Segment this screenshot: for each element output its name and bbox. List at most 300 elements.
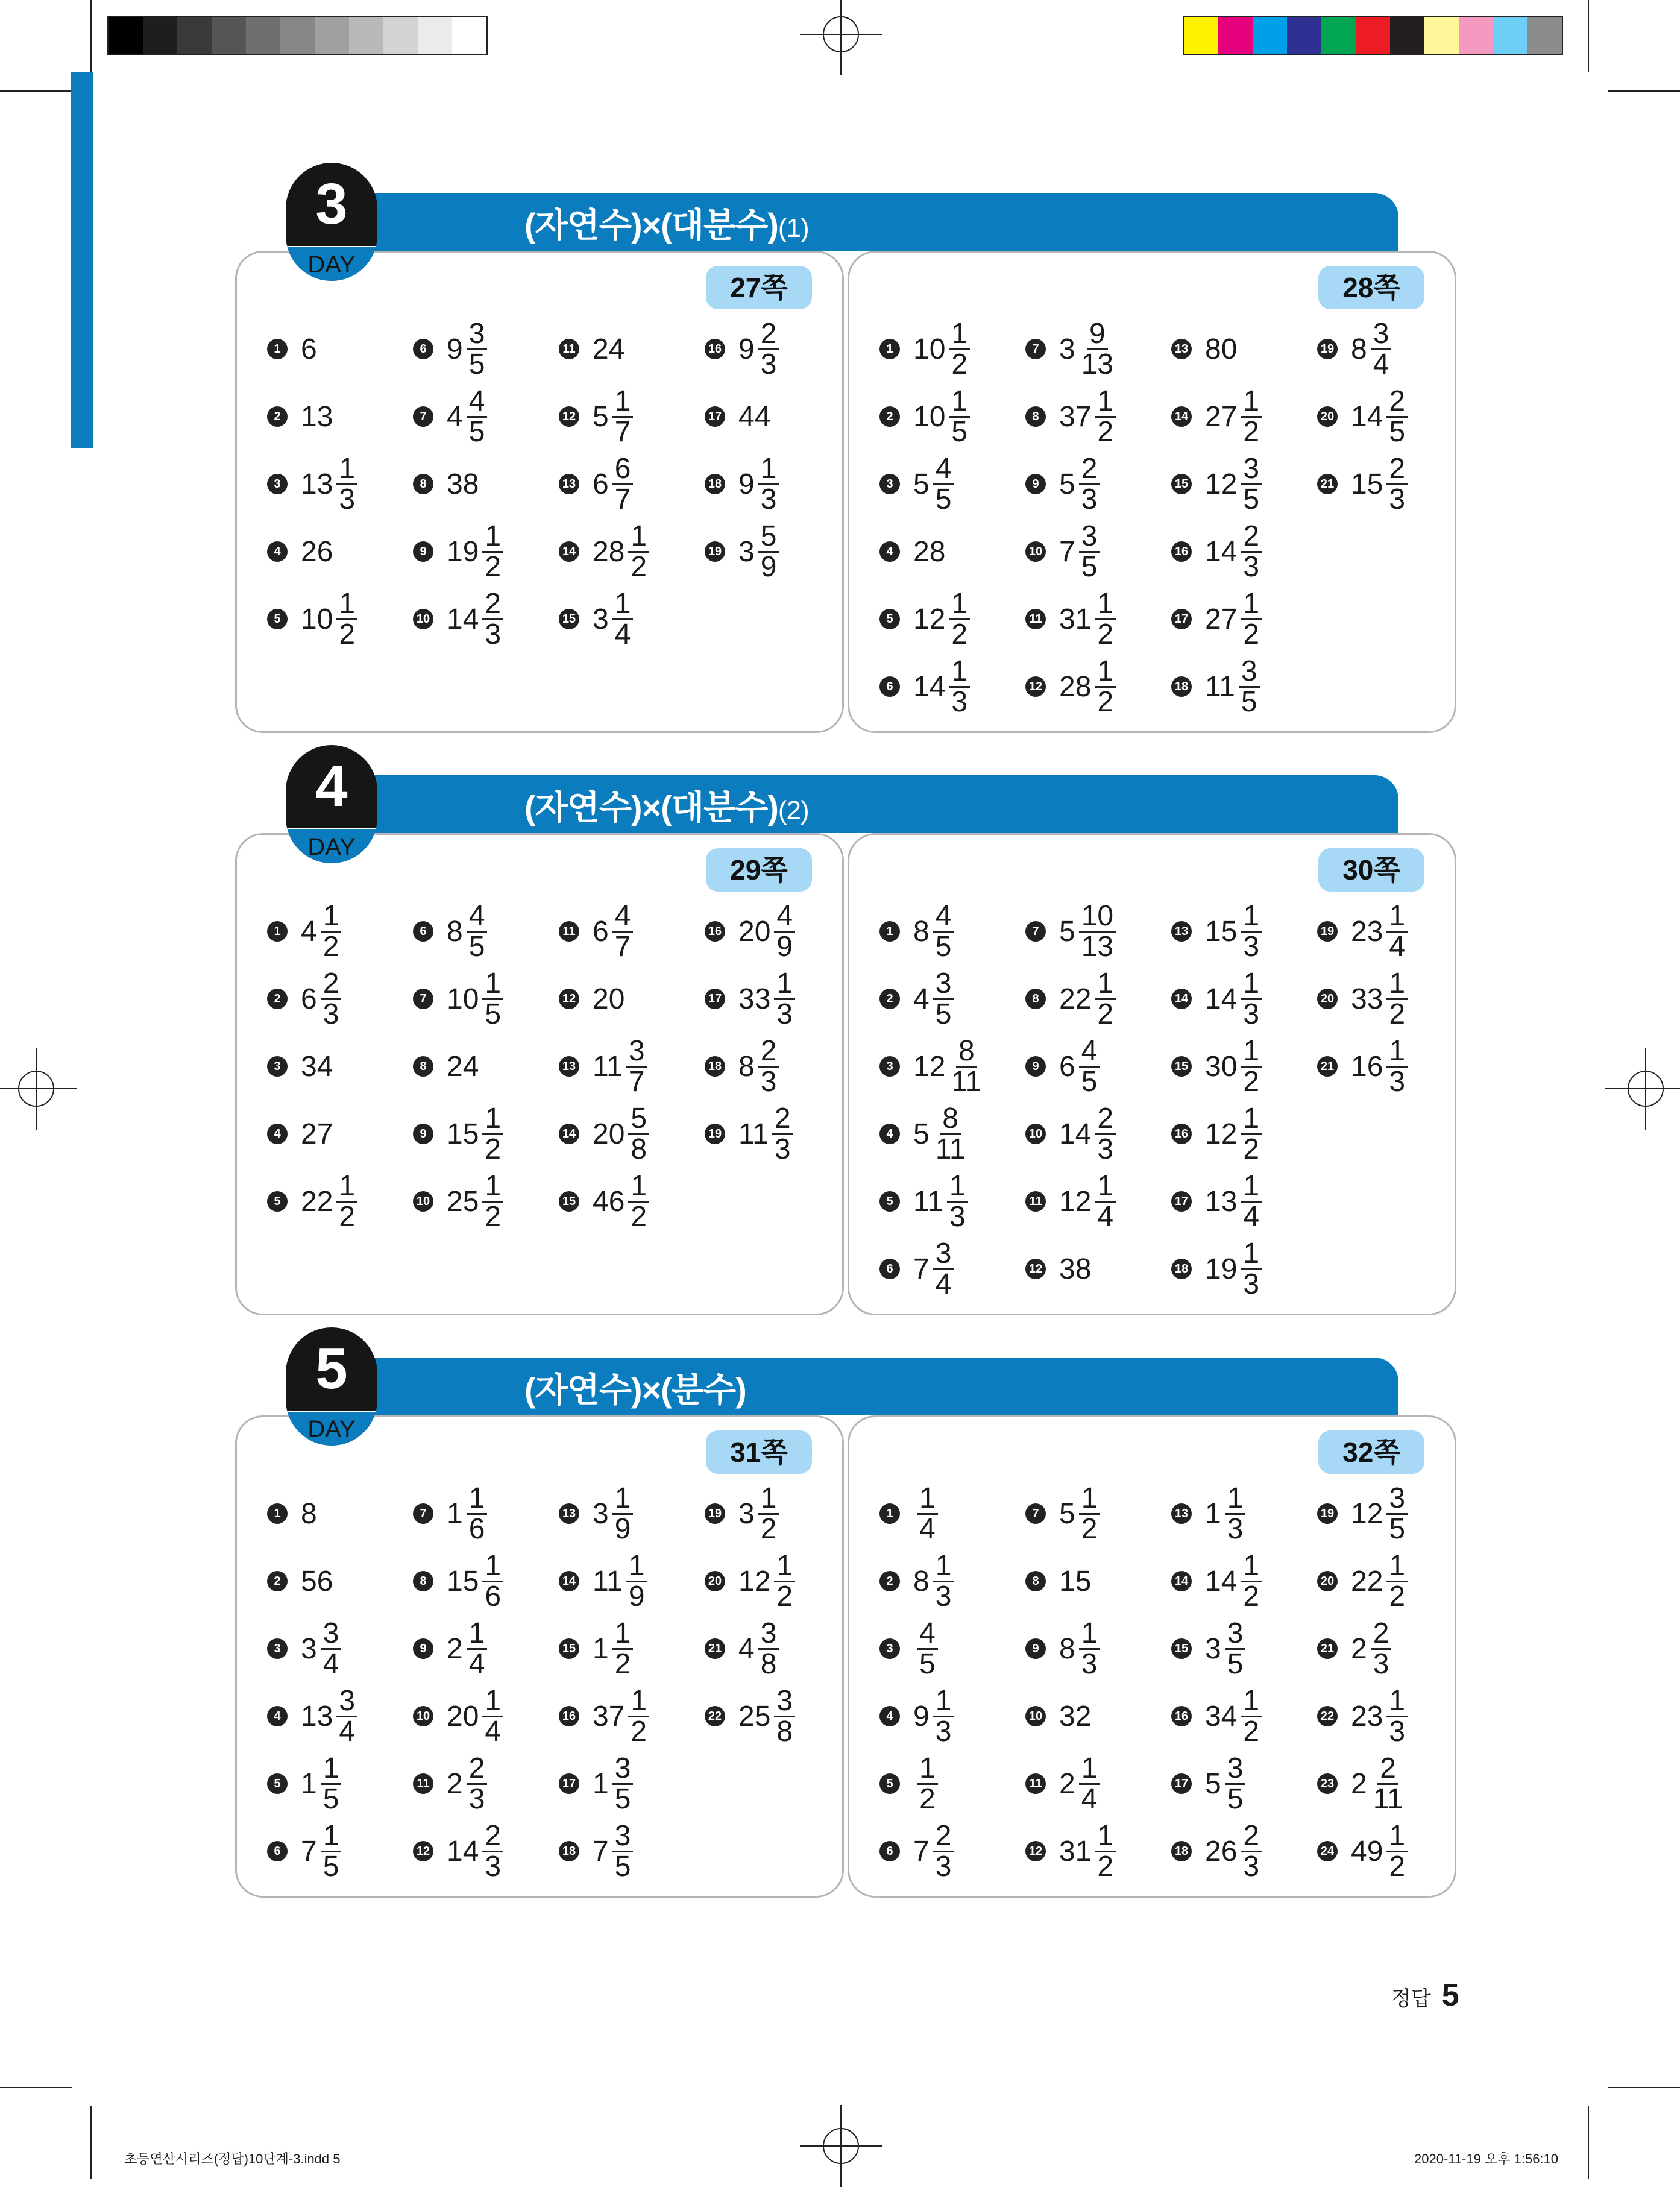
numerator: 3: [1371, 319, 1392, 350]
whole-number: 9: [738, 333, 755, 365]
numerator: 2: [482, 1822, 503, 1852]
denominator: 3: [949, 1200, 966, 1233]
right-answer-item: [1317, 1619, 1391, 1679]
gray-color-bar: [107, 16, 488, 55]
numerator: 1: [1095, 1172, 1116, 1203]
right-answer-item: [1317, 1484, 1408, 1544]
numerator: 3: [612, 1822, 634, 1852]
left-answer-item: [559, 454, 633, 514]
registration-mark-top: [823, 16, 859, 52]
denominator: 3: [760, 483, 777, 515]
fraction: [758, 1484, 779, 1544]
item-number-badge: 2: [267, 1571, 288, 1591]
fraction: [1241, 452, 1262, 515]
fraction: [949, 319, 970, 379]
fraction: [1386, 1819, 1408, 1883]
denominator: 5: [935, 998, 952, 1030]
denominator: 2: [1243, 1065, 1260, 1098]
denominator: 13: [1081, 348, 1114, 380]
whole-number: 3: [738, 535, 755, 568]
right-answer-item: [1025, 386, 1116, 447]
left-answer-item: [267, 521, 333, 582]
item-number-badge: 24: [1317, 1841, 1338, 1861]
denominator: 9: [776, 930, 793, 963]
right-answer-item: [879, 1036, 984, 1097]
whole-number: 14: [1059, 1118, 1092, 1150]
denominator: 5: [1081, 1065, 1098, 1098]
numerator: 8: [940, 1104, 961, 1135]
fraction: [612, 1819, 634, 1883]
left-answer-item: [705, 1484, 779, 1544]
denominator: 13: [1081, 930, 1114, 963]
item-number-badge: 6: [267, 1841, 288, 1861]
print-timestamp: 2020-11-19 오후 1:56:10: [1414, 2151, 1559, 2167]
numerator: 4: [774, 902, 795, 933]
registration-mark-left: [18, 1071, 54, 1107]
item-number-badge: 9: [1025, 474, 1046, 494]
fraction: [933, 1819, 954, 1883]
whole-number: 11: [913, 1185, 943, 1218]
color-swatch: [109, 17, 143, 54]
page-number-badge: 31쪽: [706, 1430, 812, 1474]
left-answer-item: [267, 1484, 317, 1544]
right-answer-item: [1317, 319, 1391, 379]
whole-number: 4: [301, 915, 317, 948]
whole-number: 5: [1059, 1497, 1075, 1530]
whole-number: 2: [1351, 1632, 1367, 1665]
whole-number: 3: [738, 1497, 755, 1530]
denominator: 2: [1097, 415, 1114, 448]
whole-number: 8: [738, 1050, 755, 1083]
denominator: 2: [631, 550, 647, 583]
whole-number: 25: [738, 1700, 771, 1732]
whole-number: 27: [1205, 400, 1238, 433]
numerator: 1: [482, 1104, 503, 1135]
whole-number: 22: [1059, 983, 1092, 1015]
denominator: 5: [951, 415, 968, 448]
item-number-badge: 10: [413, 1706, 433, 1726]
numerator: 1: [1241, 1239, 1262, 1270]
item-number-badge: 11: [559, 339, 579, 359]
numerator: 1: [1095, 1822, 1116, 1852]
right-answer-item: [1025, 454, 1100, 514]
left-answer-item: [413, 589, 503, 649]
fraction: [1241, 587, 1262, 650]
item-number-badge: 18: [1171, 1259, 1192, 1279]
denominator: 3: [1097, 1133, 1114, 1165]
crop-mark: [90, 2106, 92, 2179]
whole-number: 12: [738, 1565, 771, 1597]
numerator: 3: [1386, 1484, 1408, 1515]
numerator: 2: [772, 1104, 793, 1135]
left-answer-item: [267, 1171, 357, 1232]
right-answer-item: [879, 454, 954, 514]
item-number-badge: 2: [879, 406, 900, 427]
numerator: 1: [1386, 1822, 1408, 1852]
right-answer-item: [1317, 386, 1408, 447]
section-title-text: (자연수)×(대분수): [524, 788, 778, 826]
whole-number: 11: [593, 1565, 623, 1597]
denominator: 3: [935, 1850, 952, 1883]
fraction: [1079, 522, 1100, 582]
right-answer-item: [1025, 1821, 1116, 1881]
fraction: [1079, 1754, 1100, 1814]
left-answer-item: [705, 1104, 793, 1164]
fraction: [1079, 1619, 1100, 1679]
numerator: 4: [1079, 1037, 1100, 1068]
fraction: [774, 1684, 795, 1748]
numerator: 1: [467, 1484, 488, 1515]
left-answer-item: [413, 901, 487, 961]
denominator: 3: [468, 1783, 485, 1815]
left-answer-item: [559, 1551, 647, 1611]
denominator: 3: [1389, 1065, 1406, 1098]
fraction: [628, 1169, 649, 1233]
page-number-badge: 28쪽: [1318, 266, 1424, 309]
item-number-badge: 2: [267, 406, 288, 427]
numerator: 1: [1095, 387, 1116, 418]
denominator: 8: [631, 1133, 647, 1165]
registration-mark-bottom: [823, 2128, 859, 2164]
item-number-badge: 9: [1025, 1638, 1046, 1659]
numerator: 1: [933, 1552, 954, 1582]
whole-number: 26: [1205, 1835, 1238, 1868]
item-number-badge: 6: [879, 1259, 900, 1279]
color-swatch: [1287, 17, 1321, 54]
whole-number: 3: [1205, 1632, 1221, 1665]
whole-number: 4: [447, 400, 463, 433]
item-number-badge: 19: [705, 1124, 725, 1144]
fraction: [1079, 452, 1100, 515]
crop-mark: [1608, 90, 1680, 92]
item-number-badge: 7: [413, 989, 433, 1009]
whole-number: 14: [1205, 535, 1238, 568]
numerator: 1: [1241, 590, 1262, 620]
whole-number: 28: [913, 535, 946, 568]
item-number-badge: 4: [879, 1706, 900, 1726]
fraction: [482, 522, 503, 582]
left-answer-item: [705, 969, 795, 1029]
fraction: [628, 1104, 649, 1164]
numerator: 6: [612, 455, 634, 485]
numerator: 10: [1079, 902, 1116, 933]
denominator: 2: [339, 1200, 356, 1233]
right-answer-item: [1025, 1484, 1100, 1544]
whole-number: 10: [913, 400, 946, 433]
right-answer-item: [879, 1484, 938, 1544]
whole-number: 12: [913, 603, 946, 635]
right-answer-item: [1171, 1619, 1245, 1679]
denominator: 3: [1373, 1647, 1389, 1680]
numerator: 1: [1386, 902, 1408, 933]
whole-number: 34: [301, 1050, 333, 1083]
denominator: 2: [1243, 1715, 1260, 1748]
left-answer-item: [267, 1754, 341, 1814]
item-number-badge: 6: [413, 921, 433, 942]
whole-number: 13: [301, 1700, 333, 1732]
fraction: [1241, 1549, 1262, 1613]
item-number-badge: 1: [879, 339, 900, 359]
left-answer-item: [413, 1754, 487, 1814]
fraction: [628, 522, 649, 582]
fraction: [1225, 1754, 1246, 1814]
numerator: 3: [1225, 1619, 1246, 1650]
whole-number: 11: [593, 1050, 623, 1083]
denominator: 2: [631, 1715, 647, 1748]
whole-number: 14: [447, 1835, 479, 1868]
right-answer-item: [879, 1171, 968, 1232]
right-answer-item: [879, 1754, 938, 1814]
denominator: 9: [628, 1580, 645, 1613]
whole-number: 30: [1205, 1050, 1238, 1083]
item-number-badge: 12: [1025, 1841, 1046, 1861]
numerator: 1: [336, 455, 357, 485]
item-number-badge: 3: [267, 1056, 288, 1077]
right-answer-item: [1171, 589, 1262, 649]
color-swatch: [143, 17, 177, 54]
right-answer-item: [1025, 589, 1116, 649]
whole-number: 8: [913, 1565, 930, 1597]
numerator: 2: [933, 1822, 954, 1852]
whole-number: 10: [913, 333, 946, 365]
numerator: 2: [1095, 1104, 1116, 1135]
numerator: 1: [933, 1687, 954, 1717]
whole-number: 19: [447, 535, 479, 568]
numerator: 1: [917, 1754, 938, 1785]
whole-number: 32: [1059, 1700, 1092, 1732]
day-label: DAY: [286, 246, 377, 281]
fraction: [933, 1684, 954, 1748]
item-number-badge: 7: [413, 406, 433, 427]
left-answer-item: [705, 319, 779, 379]
right-answer-item: [1025, 1754, 1100, 1814]
whole-number: 2: [1351, 1767, 1367, 1800]
item-number-badge: 5: [267, 1773, 288, 1794]
fraction: [1225, 1484, 1246, 1544]
whole-number: 23: [1351, 915, 1383, 948]
numerator: 3: [1079, 522, 1100, 553]
item-number-badge: 14: [1171, 1571, 1192, 1591]
left-answer-item: [267, 1686, 357, 1746]
left-page-card: [235, 833, 844, 1315]
fraction: [612, 1619, 634, 1679]
right-answer-item: [1317, 969, 1408, 1029]
color-swatch: [1321, 17, 1356, 54]
fraction: [1095, 1169, 1116, 1233]
whole-number: 14: [1205, 1565, 1238, 1597]
color-swatch: [1390, 17, 1424, 54]
fraction: [772, 1104, 793, 1164]
fraction: [933, 1239, 954, 1299]
fraction: [321, 1619, 342, 1679]
item-number-badge: 7: [413, 1503, 433, 1524]
registration-mark-right: [1628, 1071, 1664, 1107]
fraction: [758, 1619, 779, 1679]
denominator: 2: [1389, 1580, 1406, 1613]
denominator: 2: [1243, 618, 1260, 650]
crop-mark: [1608, 2087, 1680, 2088]
denominator: 3: [774, 1133, 791, 1165]
item-number-badge: 13: [1171, 1503, 1192, 1524]
left-answer-item: [705, 901, 795, 961]
left-answer-item: [705, 1686, 795, 1746]
whole-number: 15: [1351, 468, 1383, 500]
whole-number: 12: [1205, 1118, 1238, 1150]
numerator: 1: [758, 455, 779, 485]
section-banner: [350, 1358, 1398, 1415]
whole-number: 12: [1205, 468, 1238, 500]
left-answer-item: [413, 1104, 503, 1164]
color-swatch: [1424, 17, 1459, 54]
numerator: 4: [933, 902, 954, 933]
denominator: 2: [485, 1200, 502, 1233]
numerator: 1: [1079, 1484, 1100, 1515]
fraction: [1386, 1684, 1408, 1748]
left-answer-item: [413, 1036, 479, 1097]
whole-number: 9: [447, 333, 463, 365]
fraction: [336, 587, 357, 650]
left-answer-item: [267, 901, 341, 961]
whole-number: 3: [301, 1632, 317, 1665]
numerator: 1: [336, 590, 357, 620]
left-page-card: [235, 251, 844, 733]
whole-number: 20: [593, 1118, 625, 1150]
right-answer-item: [1317, 1551, 1408, 1611]
denominator: 3: [322, 998, 339, 1030]
page-number-badge: 32쪽: [1318, 1430, 1424, 1474]
numerator: 1: [947, 1172, 968, 1203]
denominator: 5: [468, 415, 485, 448]
fraction: [321, 1819, 342, 1883]
denominator: 6: [485, 1580, 502, 1613]
left-answer-item: [413, 1821, 503, 1881]
denominator: 5: [935, 483, 952, 515]
denominator: 2: [951, 348, 968, 380]
color-swatch: [246, 17, 280, 54]
right-answer-item: [1171, 521, 1262, 582]
denominator: 5: [1227, 1783, 1244, 1815]
numerator: 1: [1095, 969, 1116, 1000]
fraction: [917, 1754, 938, 1814]
color-swatch: [452, 17, 486, 54]
whole-number: 33: [1351, 983, 1383, 1015]
item-number-badge: 4: [879, 541, 900, 562]
numerator: 1: [774, 1552, 795, 1582]
fraction: [1241, 1684, 1262, 1748]
numerator: 2: [1377, 1754, 1398, 1785]
whole-number: 4: [738, 1632, 755, 1665]
numerator: 1: [1386, 1037, 1408, 1068]
denominator: 2: [760, 1512, 777, 1545]
item-number-badge: 2: [879, 989, 900, 1009]
denominator: 5: [1389, 1512, 1406, 1545]
item-number-badge: 10: [1025, 1706, 1046, 1726]
fraction: [1095, 1104, 1116, 1164]
whole-number: 6: [593, 915, 609, 948]
item-number-badge: 5: [879, 609, 900, 629]
numerator: 1: [949, 319, 970, 350]
whole-number: 20: [593, 983, 625, 1015]
right-answer-item: [1171, 386, 1262, 447]
whole-number: 15: [447, 1565, 479, 1597]
fraction: [336, 1684, 357, 1748]
item-number-badge: 15: [1171, 1056, 1192, 1077]
whole-number: 28: [593, 535, 625, 568]
item-number-badge: 5: [267, 1191, 288, 1212]
color-swatch: [1356, 17, 1390, 54]
cmyk-color-bar: [1183, 16, 1563, 55]
item-number-badge: 13: [559, 474, 579, 494]
denominator: 3: [1243, 1268, 1260, 1300]
whole-number: 20: [738, 915, 771, 948]
numerator: 1: [321, 1754, 342, 1785]
right-answer-item: [1317, 454, 1408, 514]
denominator: 4: [1081, 1783, 1098, 1815]
left-answer-item: [705, 1551, 795, 1611]
day-number: 5: [315, 1336, 348, 1401]
right-answer-item: [1025, 1686, 1091, 1746]
whole-number: 7: [301, 1835, 317, 1868]
fraction: [758, 452, 779, 515]
item-number-badge: 14: [559, 1124, 579, 1144]
item-number-badge: 12: [1025, 676, 1046, 697]
left-answer-item: [413, 521, 503, 582]
right-answer-item: [1171, 1821, 1262, 1881]
fraction: [467, 899, 488, 963]
fraction: [949, 1034, 984, 1098]
left-answer-item: [267, 969, 341, 1029]
numerator: 5: [758, 522, 779, 553]
left-answer-item: [559, 1686, 649, 1746]
item-number-badge: 1: [879, 921, 900, 942]
numerator: 2: [758, 319, 779, 350]
fraction: [1239, 657, 1260, 717]
section-banner: [350, 193, 1398, 251]
numerator: 1: [336, 1172, 357, 1203]
item-number-badge: 20: [1317, 406, 1338, 427]
left-answer-item: [413, 1484, 487, 1544]
denominator: 8: [760, 1647, 777, 1680]
denominator: 5: [468, 348, 485, 380]
denominator: 3: [1227, 1512, 1244, 1545]
item-number-badge: 8: [413, 1571, 433, 1591]
whole-number: 6: [301, 333, 317, 365]
whole-number: 46: [593, 1185, 625, 1218]
left-answer-item: [267, 454, 357, 514]
denominator: 4: [919, 1512, 936, 1545]
whole-number: 8: [1351, 333, 1367, 365]
denominator: 3: [485, 618, 502, 650]
numerator: 1: [626, 1552, 647, 1582]
denominator: 4: [1097, 1200, 1114, 1233]
whole-number: 15: [447, 1118, 479, 1150]
denominator: 3: [760, 348, 777, 380]
item-number-badge: 2: [879, 1571, 900, 1591]
denominator: 9: [614, 1512, 631, 1545]
left-answer-item: [267, 1619, 341, 1679]
whole-number: 15: [1205, 915, 1238, 948]
denominator: 2: [951, 618, 968, 650]
fraction: [933, 1104, 968, 1164]
item-number-badge: 22: [1317, 1706, 1338, 1726]
item-number-badge: 4: [267, 1706, 288, 1726]
left-answer-item: [705, 1036, 779, 1097]
item-number-badge: 1: [267, 921, 288, 942]
item-number-badge: 21: [705, 1638, 725, 1659]
whole-number: 14: [1351, 400, 1383, 433]
whole-number: 4: [913, 983, 930, 1015]
numerator: 3: [1225, 1754, 1246, 1785]
